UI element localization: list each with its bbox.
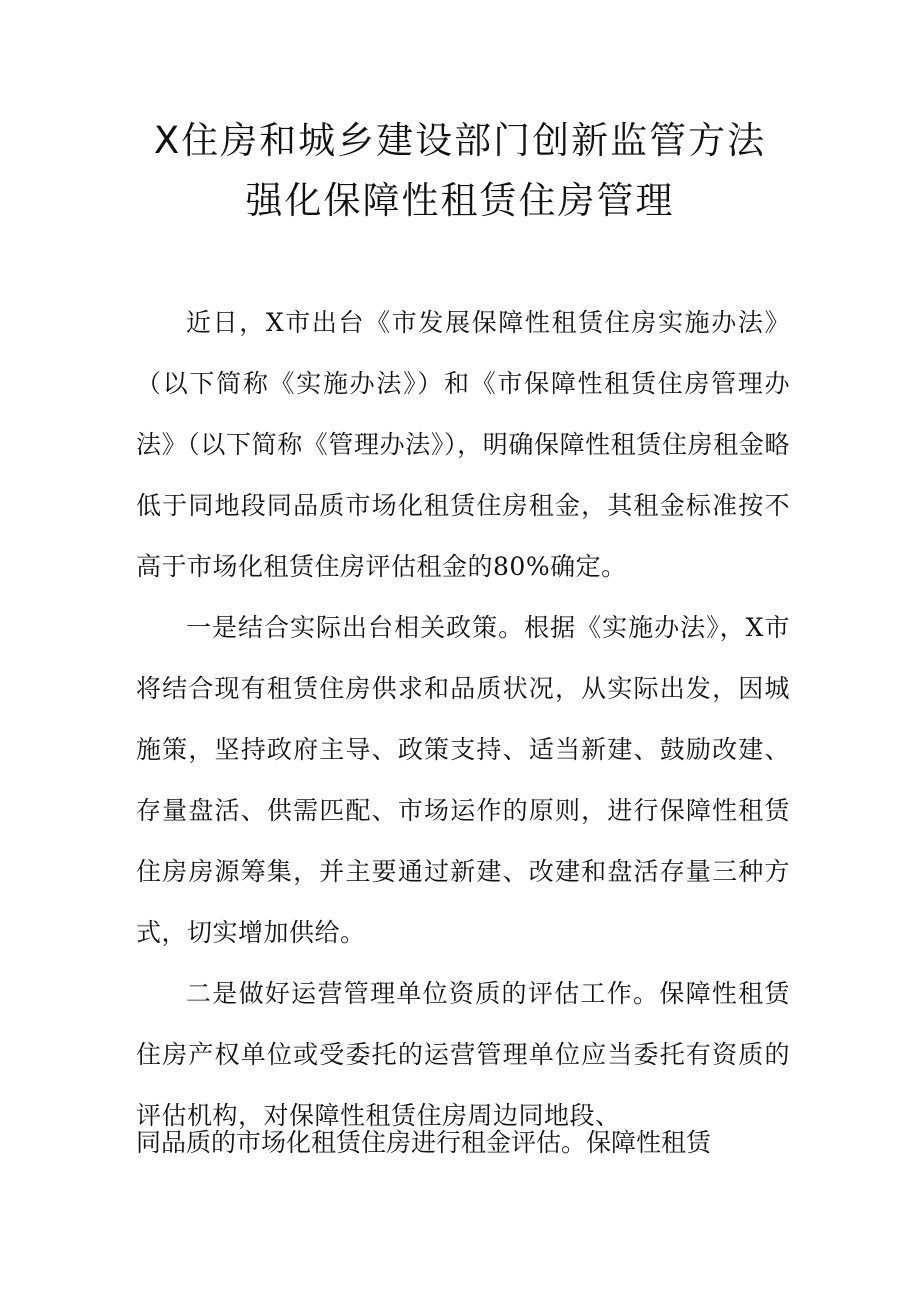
document-title-line-2: 强化保障性租赁住房管理: [245, 179, 675, 222]
paragraph-point-one: 一是结合实际出台相关政策。根据《实施办法》，X市将结合现有租赁住房供求和品质状况，从实际出发，因城施策，坚持政府主导、政策支持、适当新建、鼓励改建、存量盘活、供需匹配、市场运作的原则，进行保障性租赁住房房源筹集，并主要通过新建、改建和盘活存量三种方式，切实增加供给。: [136, 613, 790, 947]
paragraph-point-two-continuation: 同品质的市场化租赁住房进行租金评估。保障性租赁: [136, 1128, 712, 1157]
paragraph-point-two: 二是做好运营管理单位资质的评估工作。保障性租赁住房产权单位或受委托的运营管理单位应当委托有资质的评估机构，对保障性租赁住房周边同地段、: [136, 979, 790, 1130]
paragraph-intro: 近日，X市出台《市发展保障性租赁住房实施办法》（以下简称《实施办法》）和《市保障性租赁住房管理办法》（以下简称《管理办法》），明确保障性租赁住房租金略低于同地段同品质市场化租赁住房租金，其租金标准按不高于市场化租赁住房评估租金的80%确定。: [136, 308, 790, 581]
document-body: [136, 292, 790, 1146]
document-title-line-1: X住房和城乡建设部门创新监管方法: [153, 119, 767, 162]
